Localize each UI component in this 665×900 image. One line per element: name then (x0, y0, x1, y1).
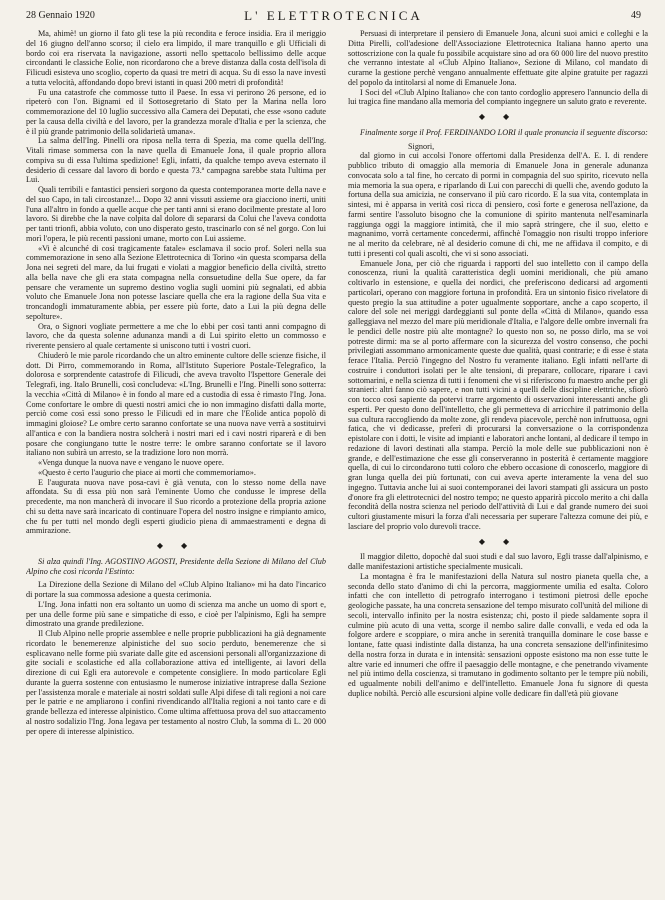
paragraph: Il maggior diletto, dopochè dal suoi studi e dal suo lavoro, Egli trasse dall'alpinismo, e dalle manifestazioni artistiche specialmente musicali. (348, 552, 648, 571)
journal-title: L' ELETTROTECNICA (244, 8, 423, 23)
paragraph: Persuasi di interpretare il pensiero di Emanuele Jona, alcuni suoi amici e colleghi e la Ditta Pirelli, coll'adesione dell'Associazione Elettrotecnica Italiana hanno aperto una sottoscrizione con la quale fu possibile acquistare sino ad ora 60 000 lire del nuovo prestito che verranno intestate al «Club Alpino Italiano», Sezione di Milano, col mandato di curarne la gestione perchè vengano annualmente effettuate gite alpine gratuite per ragazzi del popolo da intitolarsi al nome di Emanuele Jona. (348, 29, 648, 87)
paragraph: «Vi è alcunché di così tragicamente fatale» esclamava il socio prof. Soleri nella sua commemorazione in seno alla Sezione Elettrotecnica di Torino «in questa scomparsa della Jona nei segreti del mare, da lui frugati e violati a maggior beneficio della civiltà, stretto alla bella nave che gli era stata compagna nella consuetudine della Sue opere, da far pensare che veramente un supremo destino voglia sugli uomini più segnalati, ed abbia voluto che Emanuele Jona non potesse lasciare quella che era la ragione della Sua vita e troncandogli immaturamente abbia, per essere più forte, dato a Lui la più degna delle sepolture». (26, 243, 326, 321)
paragraph: Chiuderò le mie parole ricordando che un altro eminente cultore delle scienze fisiche, il dott. Di Pirro, commemorando in Roma, all'Istituto Superiore Postale-Telegrafico, la dolorosa e sorprendente catastrofe di Filicudi, che aveva travolto l'Ispettore Generale dei Telegrafi, ing. Italo Brunelli, così concludeva: «L'Ing. Brunelli e l'Ing. Pinelli sono sotterra: la vecchia «Città di Milano» è in fondo al mare ed a custodia di essa è rimasto l'Ing. Jona. Come confortare le ombre di questi nostri amici che io non immagino disfatti dalla morte, perciò come così essi sono presso le Filicudi ed in mare che l'Eolide antica popolò di immagini gloiose? Le ombre certo saranno confortate se una nuova nave verrà a sostituirvi all'antica e con la bandiera nostra solcherà i nostri mari ed i cavi nostri riparerà e di ben posare che congiungano tutte le nostre terre: le ombre saranno confortate se il lavoro italiano non subirà un arresto, se la tradizione loro non morrà. (26, 350, 326, 458)
section-separator: ◆ ◆ (156, 541, 196, 550)
speaker-intro: Finalmente sorge il Prof. FERDINANDO LORI il quale pronuncia il seguente discorso: (360, 127, 648, 137)
paragraph: E l'augurata nuova nave posa-cavi è già venuta, con lo stesso nome della nave affondata. Su di essa più non sarà l'eminente Uomo che condusse le imprese della precedente, ma non mancherà di invocare il Suo ricordo a protezione della propria azione chi su detta nave sarà incaricato di continuare l'opera del nostro insigne e rimpianto amico, che fu per tutti nel mondo degli esperti giudicio piena di ammaestramenti e degna di ammirazione. (26, 477, 326, 536)
paragraph: «Questo è certo l'augurio che piace ai morti che commemoriamo». (38, 467, 256, 477)
right-column (348, 29, 648, 893)
issue-date: 28 Gennaio 1920 (26, 10, 95, 21)
paragraph: Ma, ahimè! un giorno il fato gli tese la più recondita e feroce insidia. Era il meriggio del 16 giugno dell'anno scorso; il cielo era limpido, il mare tranquillo e gli Ufficiali di bordo coi era riservata la navigazione, assorti nello spettacolo bellissimo delle acque circondanti le classiche Eolie, non ricordarono che a breve distanza dalla costa dell'isola di Filicudi esisteva uno scoglio, coperto da quasi tre metri di acqua. Su di esso la nave investì a tutta velocità, affondando dopo brevi istanti in quasi 200 metri di profondità! (26, 29, 326, 87)
paragraph: Ora, o Signori vogliate permettere a me che lo ebbi per così tanti anni compagno di lavoro, che da questa solenne adunanza mandi a di Lui spirito eletto un commosso e riverente pensiero al quale certamente si uniscono tutti i vostri cuori. (26, 321, 326, 350)
paragraph: Fu una catastrofe che commosse tutto il Paese. In essa vi perirono 26 persone, ed io ripeterò con l'on. Bignami ed il Sottosegretario di Stato per la Marina nella loro commemorazione del 10 luglio successivo alla Camera dei Deputati, che esse «sono cadute per la causa della civiltà e del lavoro, per la grandezza morale d'Italia e per la scienza, che è il più grande patrimonio della solidarietà umana». (26, 87, 326, 136)
section-separator: ◆ ◆ (478, 112, 518, 121)
page-header (26, 8, 641, 24)
section-separator: ◆ ◆ (478, 536, 518, 546)
paragraph: dal giorno in cui accolsi l'onore offertomi dalla Presidenza dell'A. E. I. di rendere pubblico tributo di omaggio alla memoria di Emanuele Jona in generale adunanza convocata solo a tal fine, ho cercato di pormi in compagnia del suo spirito, ricevuto nella mia memoria la sua opera, e riparlando di Lui con parecchi di quelli che, avendo goduto la fortuna della sua amicizia, ne conservano il più caro ricordo. E la sua vita, contemplata in sintesi, mi è apparsa in verità così ricca di pensiero, così forte e generosa nell'azione, da farmi sentire l'assoluto bisogno che la comunione di spirito mantenuta nell'esaminarla raggiunga oggi la maggiore intimità, che il mio saprà stringere, che il suo, eletto e magnanimo, vorrà certamente concedermi, affinchè l'omaggio non risulti troppo inferiore ne al merito da celebrare, nè al desiderio comune di chi, me ne affidava il compito, e di tutti i presenti col quali ascolti, che vi si sono associati. (348, 151, 648, 258)
paragraph: Emanuele Jona, per ciò che riguarda i rapporti del suo intelletto con il campo della conoscenza, riunì la qualità caratteristica degli uomini meridionali, che più amano coltivarlo in estensione, e quella dei nordici, che preferiscono dedicarsi ad argomenti particolari, operano con maggiore fortuna in profondità. Era un sintonio fisico rivelatore di questo pregio la sua attitudine a poter ugualmente sopportare, anche a capo scoperto, il calore del sole nei meriggi dardeggianti sul ponte della «Città di Milano», quando essa galleggiava nel mezzo del mare più meridionale d'Italia, e l'algore delle ombre invernali fra le pendici delle nostre più alte montagne? Io questo non so, ne posso dirlo, ma se voi potreste dirmi: ma se al porto affermare con la sicurezza del vostro consenso, che pochi privilegiati assommano armonicamente queste due qualità, quasi contrarie; e di esse è stata ferace l'Italia. Perciò l'ingegno del Nostro fu veramente italiano. Egli infatti nell'arte di costruire i conduttori isolati per le alte tensioni, di preparare, collocare, riparare i cavi sottomarini, e nella scienza di tutti i fenomeni che vi si riferiscono fu maestro anche per gli stranieri: altri fanno ciò sapere, e non tutti vicini a quelli delle discipline elettriche, sfiorò con tocco così sapiente da potervi trarre argomento di osservazioni interessanti anche gli esperti. Per questo dono dell'intelletto, che gli permetteva di arricchire il patrimonio della sua cultura raccogliendo da molte zone, gli rendeva piacevole, perchè non infruttuosa, ogni fatica, che vi dedicasse, preferì di procurarsi la conversazione o la corrispondenza epistolare con i dotti, le visite ad impianti e laboratori anche lontani, al dedicare il tempo in redazione di lavori destinati alla stampa. Perciò la mole delle sue pubblicazioni non è grande, e dell'estimazione che esse gli conserveranno in posterità è certamente maggiore quella, di cui lo circondarono tutti coloro che ebbero occasione di conoscerlo, maggiore di gran lunga quella dei più fortunati, con cui aveva aperte interamente la vena del suo ingegno. Tuttavia anche lui ai suoi contemporanei dei lavori stampati gli assicura un posto d'onore fra gli elettrotecnici del nostro tempo; ne questo apparirà piccolo merito a chi dalla fecondità della nostra scienza nel periodo dell'attività di Lui e dal grande numero dei suoi cultori giustamente misuri la forza d'ali necessaria per superare l'altezza comune dei più, e lasciare del proprio volo durevoli tracce. (348, 258, 648, 531)
page-number: 49 (631, 10, 641, 21)
paragraph: I Soci del «Club Alpino Italiano» che con tanto cordoglio appresero l'annuncio della di lui tragica fine mandano alla memoria del compianto ingegnere un saluto grato e reverente. (348, 87, 648, 107)
left-column (26, 29, 326, 893)
paragraph: L'Ing. Jona infatti non era soltanto un uomo di scienza ma anche un uomo di sport e, per una delle forme più sane e simpatiche di esso, e cioè per l'alpinismo, Egli ha sempre dimostrato una grande predilezione. (26, 599, 326, 629)
paragraph: La montagna è fra le manifestazioni della Natura sul nostro pianeta quella che, a seconda dello stato d'animo di chi la percorra, maggiormente umilia ed esalta. Coloro infatti che con intelletto di petrografo interrogano i testimoni pietrosi delle epoche geologiche passate, ha una concreta sensazione del tempo misurato coll'unità del milione di secoli, intervallo infinito per la nostra esistenza; chi, posto il piede saldamente sopra il culmine più acuto di una vetta, scorge il nembo salire dalle convalli, e veda ed oda la folgore ardere e scoppiare, o mira anche in serenità tranquilla dominare le cose basse e lontane, fatte quasi indistinte dalla distanza, ha una concreta sensazione dell'infinitesimo della nostra forza in durata e in intensità: sensazioni opposte esistono ma non esse tutte le altre varie ed innumeri che offre il paesaggio delle montagne, e che penetrando vivamente nel più intimo della coscienza, si tramutano in godimento soltanto per le tempre più nobili, ed ugualmente nobili dell'animo e dell'intelletto. Emanuele Jona fu signore di questa duplice nobiltà. Perciò alle escursioni alpine volle dedicare fin dall'età più giovane (348, 571, 648, 698)
paragraph: Il Club Alpino nelle proprie assemblee e nelle proprie pubblicazioni ha già degnamente ricordato le benemerenze alpinistiche del suo socio perduto, benemerenze che si esplicavano nelle forme più svariate dalle gite ed ascensioni personali all'organizzazione di gite sociali e scolastiche ed alla collaborazione attiva ed intelligente, ai lavori della direzione di cui Egli era autorevole e competente consigliere. In modo particolare Egli durante la guerra sostenne con entusiasmo le numerose iniziative intraprese dalla Sezione per l'assistenza morale e materiale ai nostri soldati sulle Alpi difese di tali regioni a noi care per le patrie e ne ampliarono i confini rivendicando all'Italia regioni a noi tanto care e di grande bellezza ed interesse alpinistico. Come ultima affettuosa prova del suo attaccamento al nostro sodalizio l'Ing. Jona legava per testamento al nostro Club, la somma di L. 20 000 per opere di interesse alpinistico. (26, 629, 326, 736)
paragraph: «Venga dunque la nuova nave e vengano le nuove opere. (38, 458, 224, 467)
paragraph: La Direzione della Sezione di Milano del «Club Alpino Italiano» mi ha dato l'incarico di portare la sua commossa adesione a questa cerimonia. (26, 580, 326, 599)
paragraph: Quali terribili e fantastici pensieri sorgono da questa contemporanea morte della nave e del suo Capo, in tali circostanze!... Dopo 32 anni vissuti assieme ora giacciono inerti, uniti l'una all'altro in fondo a quelle acque che per tanti anni si erano docilmente prestate al loro lavoro. Si direbbe che la nave colpita dal dolore di separarsi da Colui che l'aveva condotta per tanti trionfi, abbia voluto, con uno disperato gesto, trascinarlo con sé nel gorgo. Con lui morì l'opera, le più recenti passioni umane, morto con Lui assieme. (26, 185, 326, 243)
speaker-intro: Si alza quindi l'Ing. AGOSTINO AGOSTI, Presidente della Sezione di Milano del Club Alpino che così ricorda l'Estinto: (26, 556, 326, 576)
salutation: Signori, (408, 141, 435, 151)
paragraph: La salma dell'Ing. Pinelli ora riposa nella terra di Spezia, ma come quella dell'Ing. Vitali rimase sommersa con la nave quella di Emanuele Jona, il quale proprio allora compiva su di essa l'ultima spedizione! Egli, infatti, da qualche tempo aveva esternato il desiderio di cessare dal lavoro di bordo e questa 73.ª campagna sarebbe stata l'ultima per Lui. (26, 136, 326, 185)
